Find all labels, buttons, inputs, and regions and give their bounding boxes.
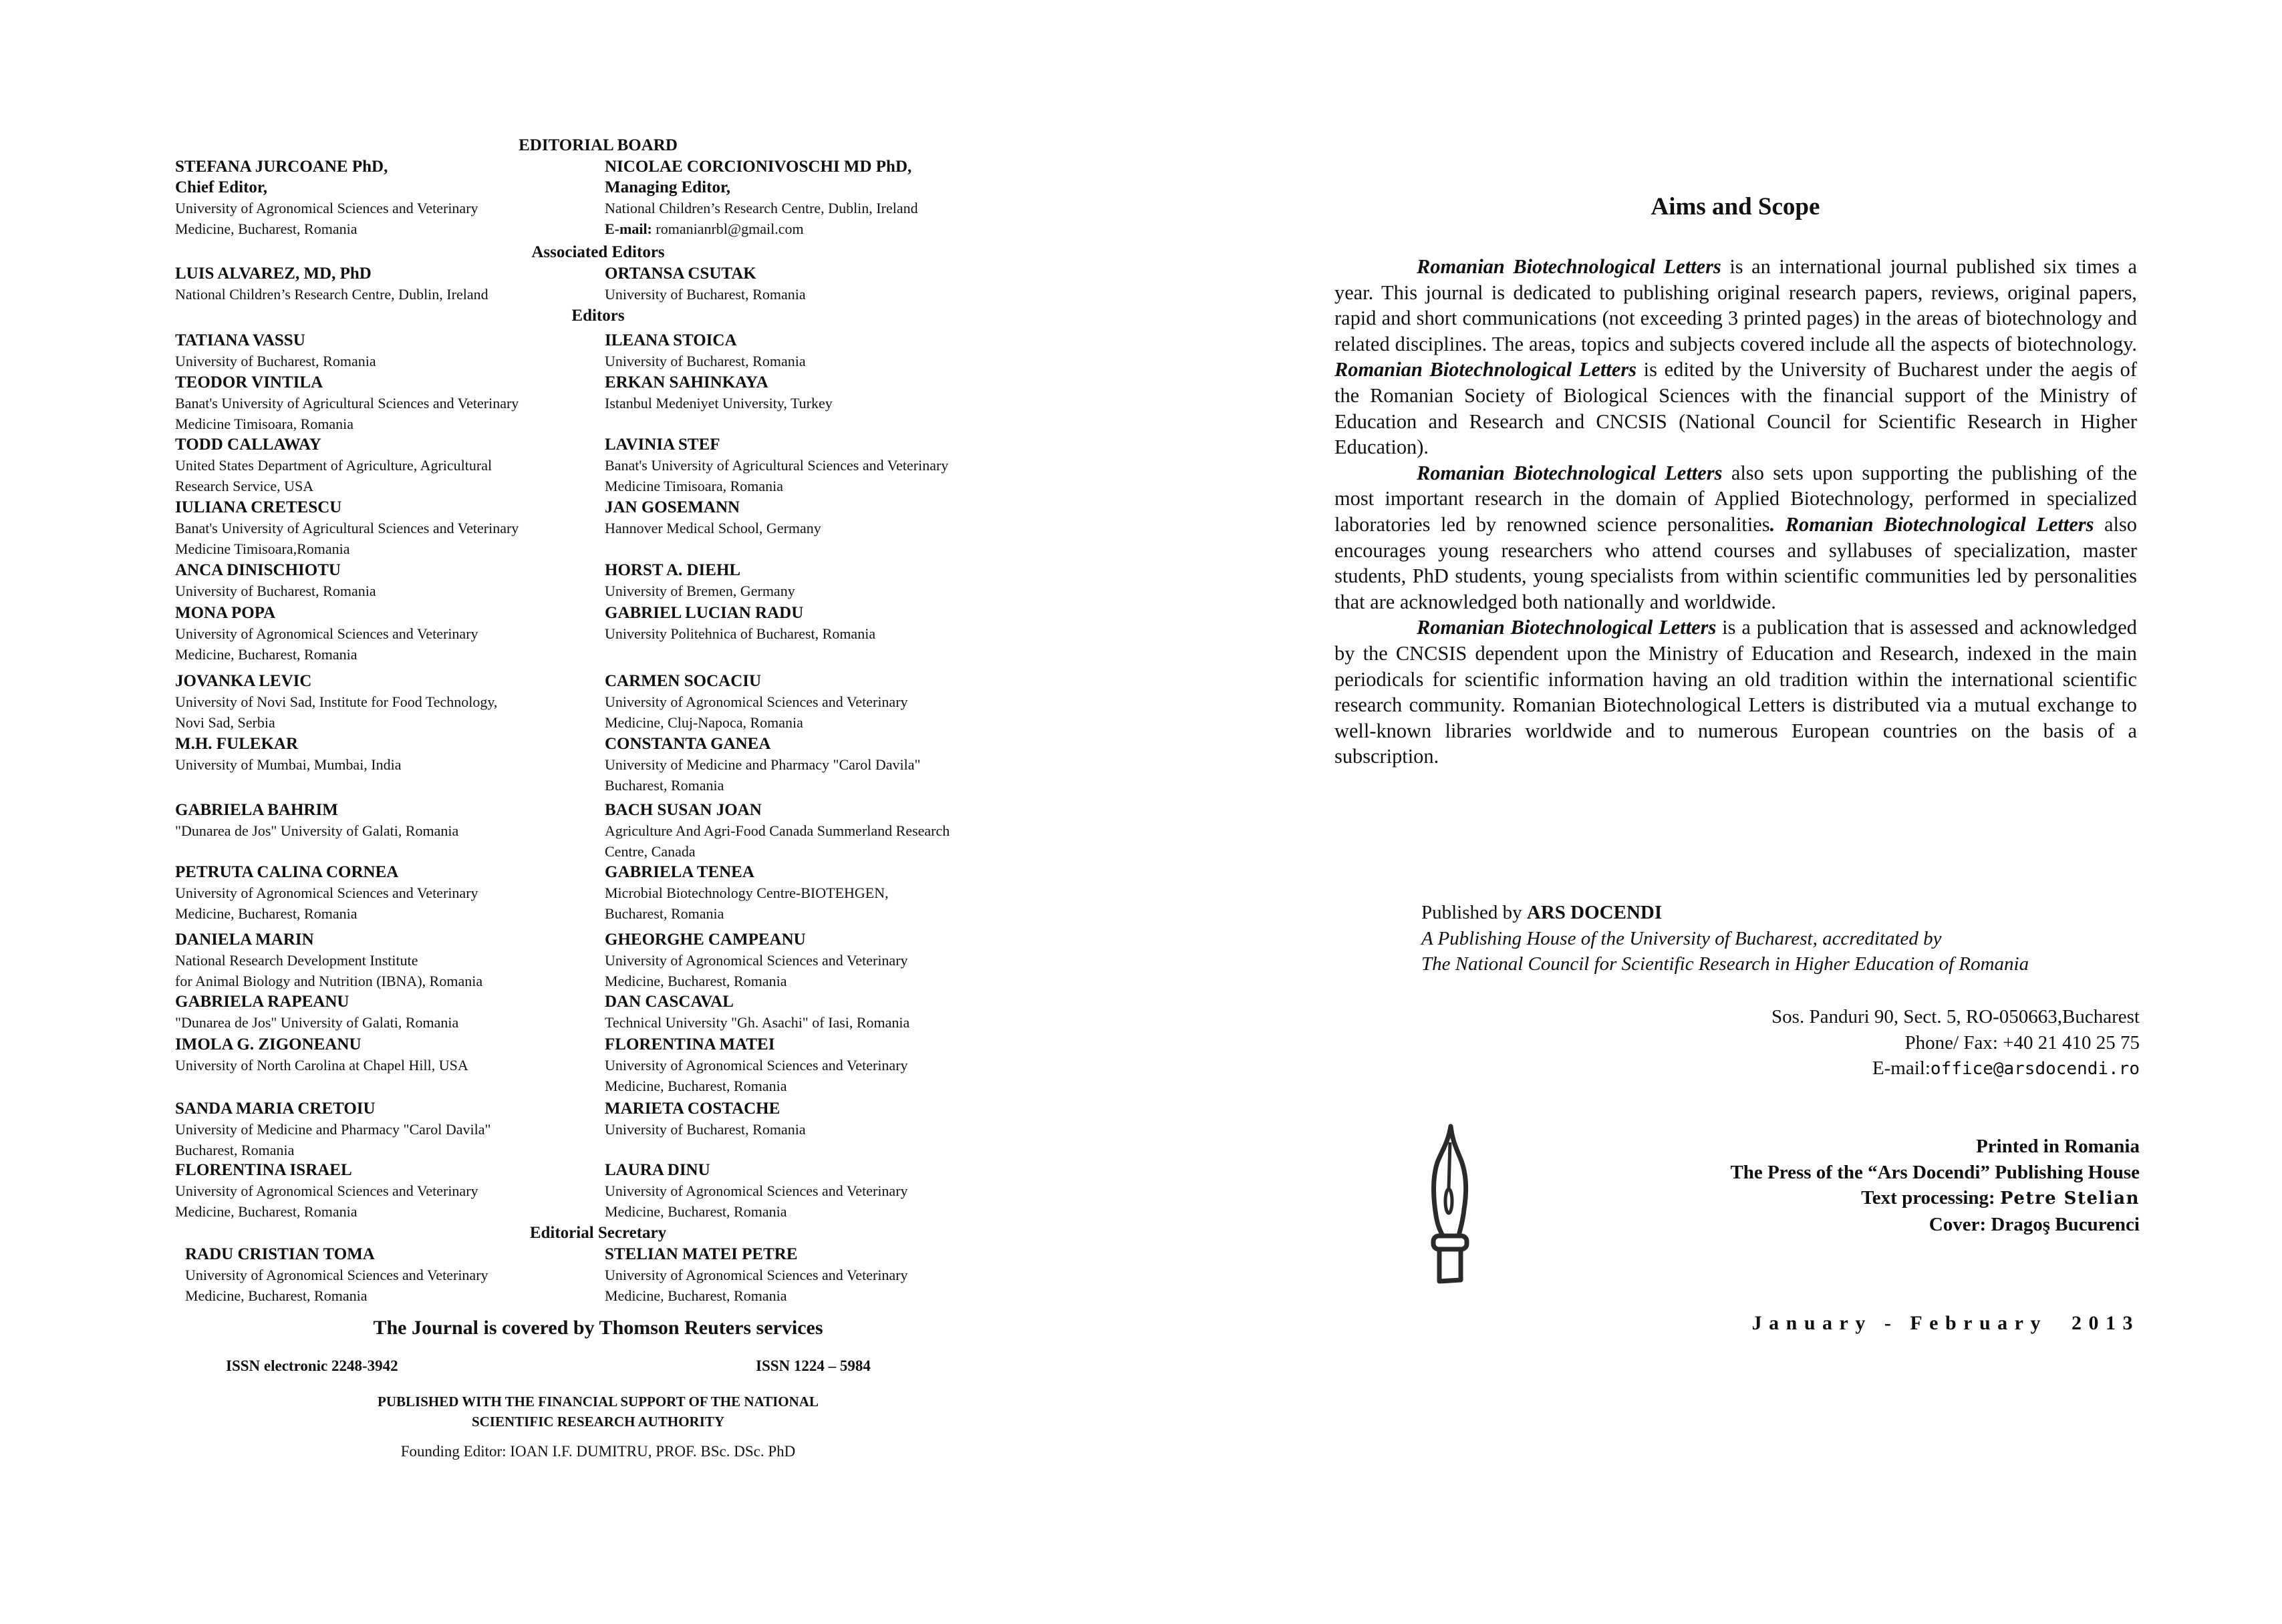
editor-affiliation: Medicine Timisoara, Romania	[175, 416, 354, 432]
issn-print: ISSN 1224 – 5984	[756, 1357, 871, 1374]
editor-entry	[175, 497, 519, 559]
editor-name: FLORENTINA ISRAEL	[175, 1161, 352, 1179]
thomson-reuters-note: The Journal is covered by Thomson Reuters services	[373, 1317, 823, 1339]
publisher-block	[1421, 900, 2029, 977]
editor-entry	[175, 1160, 478, 1222]
financial-support-note	[174, 1392, 1022, 1432]
editor-entry	[605, 1160, 908, 1222]
paragraph-text: also encourages young researchers who attend courses and syllabuses of specialization, master students, PhD students, young specialists from within scientific communities led by personalities that are acknowledged both nationally and worldwide.	[1334, 512, 2137, 613]
associated-editors-title: Associated Editors	[531, 243, 665, 261]
aims-and-scope-body	[1334, 254, 2137, 770]
editor-affiliation: University of Medicine and Pharmacy "Carol Davila"	[605, 756, 921, 773]
editor-affiliation: Medicine, Bucharest, Romania	[175, 905, 358, 922]
publisher-name: ARS DOCENDI	[1526, 902, 1663, 923]
editor-affiliation: for Animal Biology and Nutrition (IBNA), Romania	[175, 973, 483, 989]
text-processing-name: Petre Stelian	[1999, 1188, 2140, 1209]
text-processing-line	[1730, 1185, 2140, 1212]
editor-entry	[605, 330, 806, 371]
editor-affiliation: Banat's University of Agricultural Sciences and Veterinary	[605, 457, 949, 474]
editor-name: ORTANSA CSUTAK	[605, 265, 756, 283]
printed-in: Printed in Romania	[1976, 1136, 2140, 1157]
editor-affiliation: Banat's University of Agricultural Sciences and Veterinary	[175, 520, 519, 536]
editorial-secretary-entry	[185, 1244, 488, 1306]
editor-name: RADU CRISTIAN TOMA	[185, 1245, 375, 1263]
editor-entry	[175, 991, 458, 1033]
editor-affiliation: University of Agronomical Sciences and Veterinary	[605, 1182, 908, 1199]
editor-name: SANDA MARIA CRETOIU	[175, 1100, 376, 1118]
editor-affiliation: Bucharest, Romania	[175, 1142, 295, 1158]
editor-email-line	[605, 218, 918, 239]
published-by-line	[1421, 900, 2029, 926]
associated-editor-entry	[605, 263, 806, 305]
editor-affiliation: Centre, Canada	[605, 843, 696, 860]
editor-affiliation: Medicine, Bucharest, Romania	[605, 1203, 787, 1220]
editor-name: STEFANA JURCOANE PhD,	[175, 158, 388, 176]
paragraph-text: is edited by the University of Bucharest under the aegis of the Romanian Society of Biological Sciences with the financial support of the Ministry of Education and Research and CNCSIS (National Council for Scientific Research in Higher Education).	[1334, 358, 2137, 459]
editor-affiliation: University of Bucharest, Romania	[605, 286, 806, 303]
editor-affiliation: "Dunarea de Jos" University of Galati, Romania	[175, 822, 459, 839]
aims-paragraph	[1334, 615, 2137, 770]
editor-entry	[175, 603, 478, 665]
editor-affiliation: Research Service, USA	[175, 478, 314, 494]
editor-name: TODD CALLAWAY	[175, 436, 321, 454]
editor-entry	[605, 1098, 806, 1140]
print-info	[1730, 1134, 2140, 1237]
editor-entry	[605, 800, 950, 862]
editor-affiliation: Medicine, Cluj-Napoca, Romania	[605, 714, 803, 731]
editor-affiliation: National Research Development Institute	[175, 952, 418, 969]
editor-affiliation: University of Agronomical Sciences and Veterinary	[175, 884, 478, 901]
editor-affiliation: University of North Carolina at Chapel Hill, USA	[175, 1057, 468, 1074]
press-line: The Press of the “Ars Docendi” Publishing House	[1730, 1161, 2140, 1183]
editor-affiliation: National Children’s Research Centre, Dublin, Ireland	[605, 200, 918, 216]
journal-name-emphasis: Romanian Biotechnological Letters	[1417, 461, 1723, 484]
editor-name: LAVINIA STEF	[605, 436, 720, 454]
editor-name: ANCA DINISCHIOTU	[175, 561, 341, 579]
editor-entry	[175, 929, 482, 991]
editor-name: TATIANA VASSU	[175, 331, 305, 349]
editorial-secretary-entry	[605, 1244, 908, 1306]
editor-affiliation: Bucharest, Romania	[605, 777, 724, 794]
publisher-description: The National Council for Scientific Research in Higher Education of Romania	[1421, 953, 2029, 975]
editor-entry	[175, 862, 478, 924]
editor-affiliation: University of Mumbai, Mumbai, India	[175, 756, 402, 773]
editor-name: LUIS ALVAREZ, MD, PhD	[175, 265, 372, 283]
editor-role: Managing Editor,	[605, 178, 731, 196]
editor-entry	[175, 560, 376, 601]
editor-name: BACH SUSAN JOAN	[605, 801, 762, 819]
fountain-pen-nib-icon	[1428, 1122, 1472, 1286]
associated-editor-entry	[175, 263, 488, 305]
editor-entry	[175, 434, 492, 496]
journal-name-emphasis: Romanian Biotechnological Letters	[1334, 358, 1636, 381]
editor-affiliation: Medicine, Bucharest, Romania	[605, 973, 787, 989]
email-label: E-mail:	[1872, 1058, 1931, 1080]
editor-affiliation: University of Agronomical Sciences and Veterinary	[605, 693, 908, 710]
editor-entry	[175, 734, 402, 775]
editor-name: LAURA DINU	[605, 1161, 710, 1179]
editorial-secretary-title: Editorial Secretary	[529, 1224, 667, 1242]
editor-entry	[175, 1098, 491, 1160]
editor-affiliation: Medicine, Bucharest, Romania	[605, 1287, 787, 1304]
editor-affiliation: National Children’s Research Centre, Dublin, Ireland	[175, 286, 488, 303]
editor-entry	[175, 372, 519, 434]
editor-affiliation: University of Bucharest, Romania	[175, 353, 376, 369]
editor-affiliation: Medicine, Bucharest, Romania	[175, 1203, 358, 1220]
paragraph-text: is an international journal published six times a year. This journal is dedicated to publishing original research papers, reviews, original papers, rapid and short communications (not exceeding 3 printed pages) in the areas of biotechnology and related disciplines. The areas, topics and subjects covered include all the aspects of biotechnology.	[1334, 255, 2137, 355]
editor-name: DAN CASCAVAL	[605, 993, 734, 1011]
editor-entry	[605, 929, 908, 991]
aims-paragraph	[1334, 254, 2137, 460]
editor-affiliation: Istanbul Medeniyet University, Turkey	[605, 395, 833, 412]
editor-affiliation: University of Bucharest, Romania	[175, 583, 376, 599]
editor-affiliation: University of Agronomical Sciences and Veterinary	[175, 625, 478, 642]
editor-affiliation: University of Agronomical Sciences and Veterinary	[605, 1267, 908, 1283]
editor-name: GABRIEL LUCIAN RADU	[605, 604, 804, 622]
editor-name: DANIELA MARIN	[175, 931, 314, 949]
editor-affiliation: Medicine, Bucharest, Romania	[175, 220, 358, 237]
editor-name: MARIETA COSTACHE	[605, 1100, 780, 1118]
editor-name: ILEANA STOICA	[605, 331, 737, 349]
publisher-description: A Publishing House of the University of Bucharest, accreditated by	[1421, 927, 1942, 949]
editor-name: STELIAN MATEI PETRE	[605, 1245, 798, 1263]
editor-affiliation: University of Agronomical Sciences and Veterinary	[605, 952, 908, 969]
editor-affiliation: Hannover Medical School, Germany	[605, 520, 821, 536]
phone-fax: Phone/ Fax: +40 21 410 25 75	[1904, 1031, 2140, 1053]
aims-and-scope-title: Aims and Scope	[1651, 193, 1820, 220]
editor-affiliation: Medicine Timisoara,Romania	[175, 540, 350, 557]
editor-name: CONSTANTA GANEA	[605, 735, 771, 753]
support-line: SCIENTIFIC RESEARCH AUTHORITY	[471, 1414, 725, 1430]
editor-affiliation: Medicine, Bucharest, Romania	[185, 1287, 368, 1304]
chief-editor-entry	[175, 156, 478, 239]
editor-affiliation: Technical University "Gh. Asachi" of Iasi, Romania	[605, 1014, 910, 1031]
editor-entry	[175, 671, 497, 733]
editor-name: FLORENTINA MATEI	[605, 1035, 775, 1053]
editor-affiliation: Bucharest, Romania	[605, 905, 724, 922]
published-by-prefix: Published by	[1421, 902, 1527, 923]
editor-entry	[605, 434, 948, 496]
email-label: E-mail:	[605, 220, 652, 237]
editor-affiliation: University of Agronomical Sciences and Veterinary	[175, 200, 478, 216]
support-line: PUBLISHED WITH THE FINANCIAL SUPPORT OF THE NATIONAL	[378, 1394, 819, 1410]
editor-name: GHEORGHE CAMPEANU	[605, 931, 806, 949]
editor-entry	[605, 603, 875, 644]
cover-credit: Cover: Dragoş Bucurenci	[1929, 1213, 2140, 1235]
editor-affiliation: University of Agronomical Sciences and Veterinary	[185, 1267, 488, 1283]
editor-name: GABRIELA TENEA	[605, 863, 754, 881]
editor-name: IMOLA G. ZIGONEANU	[175, 1035, 362, 1053]
editors-title: Editors	[571, 307, 625, 325]
email-line	[1771, 1055, 2140, 1082]
editor-affiliation: Banat's University of Agricultural Sciences and Veterinary	[175, 395, 519, 412]
editor-affiliation: Microbial Biotechnology Centre-BIOTEHGEN,	[605, 884, 889, 901]
editorial-board-title: EDITORIAL BOARD	[519, 136, 678, 154]
editor-entry	[605, 671, 908, 733]
editor-role: Chief Editor,	[175, 178, 267, 196]
editor-name: HORST A. DIEHL	[605, 561, 741, 579]
editor-entry	[605, 734, 921, 796]
editor-name: JOVANKA LEVIC	[175, 672, 312, 690]
text-processing-label: Text processing:	[1861, 1187, 2000, 1209]
editor-affiliation: University of Bucharest, Romania	[605, 353, 806, 369]
paragraph-text: is a publication that is assessed and acknowledged by the CNCSIS dependent upon the Ministry of Education and Research, indexed in the main periodicals for scientific information having an old tradition within the international scientific research community. Romanian Biotechnological Letters is distributed via a mutual exchange to well-known libraries worldwide and to numerous European countries on the basis of a subscription.	[1334, 616, 2137, 768]
editor-affiliation: University of Medicine and Pharmacy "Carol Davila"	[175, 1121, 491, 1138]
journal-name-emphasis: Romanian Biotechnological Letters	[1417, 616, 1717, 639]
managing-editor-entry	[605, 156, 918, 239]
editor-name: JAN GOSEMANN	[605, 498, 740, 516]
issn-electronic: ISSN electronic 2248-3942	[226, 1357, 398, 1374]
editor-affiliation: University of Bucharest, Romania	[605, 1121, 806, 1138]
editor-affiliation: Medicine, Bucharest, Romania	[175, 646, 358, 663]
publisher-email[interactable]: office@arsdocendi.ro	[1930, 1059, 2140, 1080]
editor-entry	[175, 1034, 468, 1076]
editor-name: CARMEN SOCACIU	[605, 672, 762, 690]
street-address: Sos. Panduri 90, Sect. 5, RO-050663,Bucharest	[1771, 1006, 2140, 1027]
editor-name: NICOLAE CORCIONIVOSCHI MD PhD,	[605, 158, 912, 176]
editor-affiliation: University Politehnica of Bucharest, Romania	[605, 625, 876, 642]
editor-affiliation: United States Department of Agriculture, Agricultural	[175, 457, 492, 474]
editor-entry	[605, 497, 821, 538]
editor-name: PETRUTA CALINA CORNEA	[175, 863, 399, 881]
editor-entry	[605, 1034, 908, 1096]
editor-affiliation: University of Novi Sad, Institute for Food Technology,	[175, 693, 498, 710]
editor-name: GABRIELA BAHRIM	[175, 801, 338, 819]
editor-entry	[605, 372, 833, 414]
editor-affiliation: Agriculture And Agri-Food Canada Summerland Research	[605, 822, 950, 839]
editor-name: IULIANA CRETESCU	[175, 498, 342, 516]
publisher-address	[1771, 1004, 2140, 1082]
aims-paragraph	[1334, 460, 2137, 615]
editor-entry	[605, 991, 909, 1033]
editor-affiliation: University of Agronomical Sciences and Veterinary	[605, 1057, 908, 1074]
issue-date: January - February 2013	[1751, 1312, 2140, 1334]
editor-name: M.H. FULEKAR	[175, 735, 299, 753]
editor-name: ERKAN SAHINKAYA	[605, 373, 768, 391]
editor-entry	[175, 330, 376, 371]
editor-affiliation: Medicine, Bucharest, Romania	[605, 1078, 787, 1094]
editor-name: MONA POPA	[175, 604, 276, 622]
journal-name-emphasis: . Romanian Biotechnological Letters	[1769, 512, 2094, 536]
editor-entry	[605, 560, 795, 601]
editor-name: GABRIELA RAPEANU	[175, 993, 349, 1011]
editor-affiliation: Medicine Timisoara, Romania	[605, 478, 784, 494]
editor-affiliation: University of Bremen, Germany	[605, 583, 795, 599]
journal-name-emphasis: Romanian Biotechnological Letters	[1417, 255, 1721, 278]
founding-editor: Founding Editor: IOAN I.F. DUMITRU, PROF. BSc. DSc. PhD	[400, 1443, 796, 1460]
editor-affiliation: University of Agronomical Sciences and Veterinary	[175, 1182, 478, 1199]
editor-name: TEODOR VINTILA	[175, 373, 323, 391]
paragraph-text: also sets upon supporting the publishing of the most important research in the domain of Applied Biotechnology, performed in specialized laboratories led by renowned science personalities	[1334, 461, 2137, 536]
editor-email: romanianrbl@gmail.com	[652, 220, 804, 237]
editor-affiliation: "Dunarea de Jos" University of Galati, Romania	[175, 1014, 459, 1031]
editor-affiliation: Novi Sad, Serbia	[175, 714, 275, 731]
editor-entry	[175, 800, 458, 841]
editor-entry	[605, 862, 889, 924]
